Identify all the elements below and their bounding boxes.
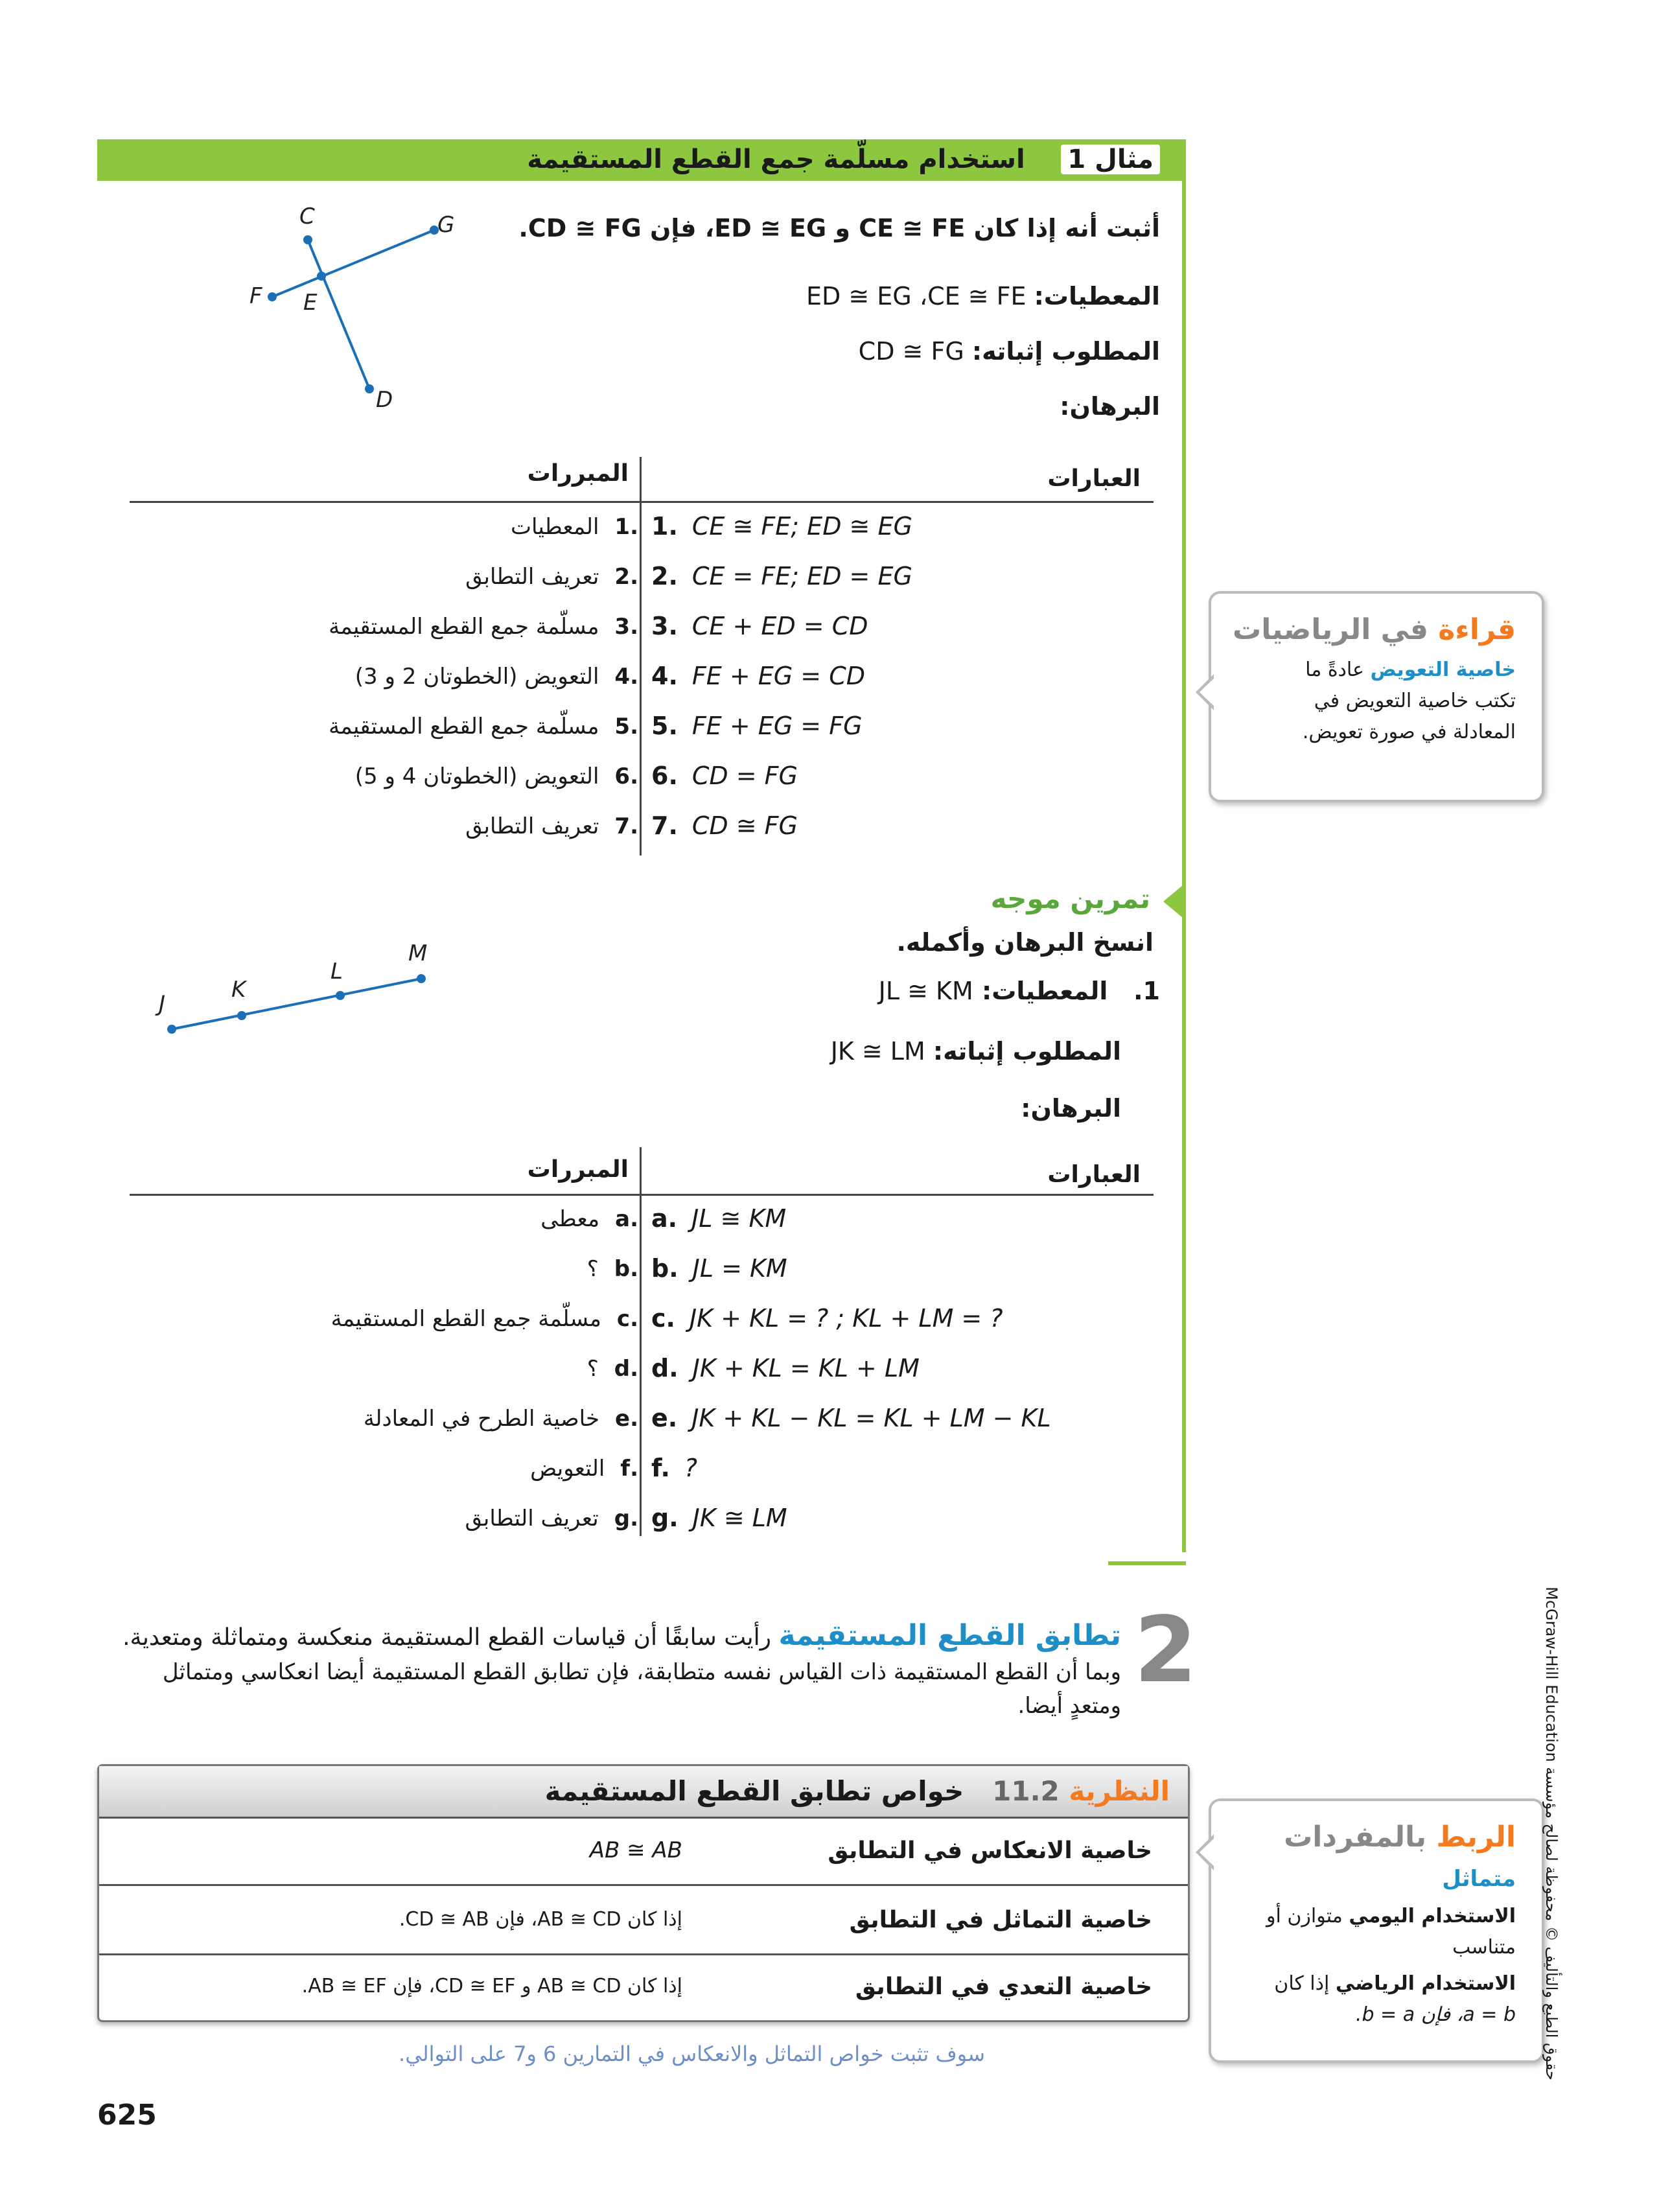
guided-row-reason xyxy=(331,1306,638,1332)
label-f: F xyxy=(249,283,262,309)
label-m: M xyxy=(408,940,428,966)
guided-row-reason-text: ؟ xyxy=(586,1256,599,1282)
section2-heading: تطابق القطع المستقيمة xyxy=(778,1619,1121,1652)
proof-row-statement-text: FE + EG = FG xyxy=(691,712,863,740)
guided-row-statement-text: JL = KM xyxy=(692,1254,787,1283)
vocab-math-line xyxy=(1274,1972,1516,1995)
example-label: مثال 1 xyxy=(1061,145,1160,174)
example-header-bar xyxy=(97,139,1186,181)
proof-row-reason-number: .3 xyxy=(614,614,638,640)
vocab-title-a: الربط xyxy=(1436,1821,1516,1854)
proof-row-reason xyxy=(329,714,638,739)
guided-row-reason xyxy=(540,1206,638,1232)
guided-row-statement xyxy=(651,1454,697,1482)
section2-line2: وبما أن القطع المستقيمة ذات القياس نفسه متطابقة، فإن تطابق القطع المستقيمة أيضا انعكاسي ومتماثل xyxy=(162,1659,1121,1685)
proof-row-statement xyxy=(651,562,912,590)
proof-row-statement xyxy=(651,712,863,740)
segment-figure-jklm xyxy=(149,927,447,1056)
guided-prove-label: المطلوب إثباته: xyxy=(933,1037,1121,1065)
proof-row-reason-text: التعويض (الخطوتان 4 و 5) xyxy=(354,763,599,789)
theorem-row-symmetric xyxy=(99,1886,1188,1955)
vocab-everyday-label: الاستخدام اليومي xyxy=(1349,1905,1516,1927)
guided-given-value: JL ≅ KM xyxy=(878,977,973,1005)
reading-term: خاصية التعويض xyxy=(1370,658,1516,681)
label-e: E xyxy=(303,290,318,316)
proof-row-reason-number: .1 xyxy=(614,514,638,540)
guided-row-statement-text: ? xyxy=(684,1454,698,1482)
proof-row-statement-text: CE ≅ FE; ED ≅ EG xyxy=(691,512,912,541)
proof-row-reason-text: التعويض (الخطوتان 2 و 3) xyxy=(354,664,599,690)
example-bottom-border xyxy=(1108,1561,1186,1565)
guided-row-statement xyxy=(651,1254,787,1283)
proof-row-reason xyxy=(465,564,638,590)
guided-row-statement-text: JK + KL = KL + LM xyxy=(692,1354,920,1382)
copyright-text: حقوق الطبع والتأليف © محفوظة لصالح مؤسسة McGraw-Hill Education xyxy=(1542,1587,1560,2080)
guided-row-reason-number: .c xyxy=(616,1306,638,1332)
guided-row-reason-number: .d xyxy=(614,1356,638,1382)
label-d: D xyxy=(376,387,393,413)
given-label: المعطيات: xyxy=(1034,282,1160,310)
section-number: 2 xyxy=(1134,1598,1198,1703)
proof-row-reason-number: .2 xyxy=(614,564,638,590)
section2-line3: ومتعدٍ أيضا. xyxy=(1017,1693,1121,1719)
guided-row-reason-text: التعويض xyxy=(530,1456,605,1482)
proof-row-reason xyxy=(355,664,638,690)
theorem-title: خواص تطابق القطع المستقيمة xyxy=(544,1775,964,1807)
theorem-header xyxy=(99,1766,1188,1819)
reading-box-pointer xyxy=(1196,674,1214,710)
guided-row-statement xyxy=(651,1354,920,1382)
guided-row-statement-text: JK + KL = ? ; KL + LM = ? xyxy=(689,1304,1003,1333)
proof-row-reason-number: .4 xyxy=(614,664,638,690)
guided-row-statement-number: d. xyxy=(651,1354,679,1382)
proof-row-reason xyxy=(355,763,638,789)
vocab-title xyxy=(1284,1821,1516,1854)
guided-proof-label: البرهان: xyxy=(1021,1094,1121,1123)
proof-row-reason-text: مسلّمة جمع القطع المستقيمة xyxy=(329,714,599,739)
theorem-row-statement: AB ≅ AB xyxy=(589,1837,682,1863)
guided-row-statement-text: JK + KL − KL = KL + LM − KL xyxy=(691,1404,1051,1432)
col-statements-header: العبارات xyxy=(1047,465,1141,492)
proof-row-reason-number: .6 xyxy=(614,763,638,789)
label-k: K xyxy=(231,977,246,1003)
reading-text-1: عادةً ما xyxy=(1305,658,1364,681)
proof-row-statement-number: 2. xyxy=(651,562,678,590)
theorem-row-name: خاصية الانعكاس في التطابق xyxy=(828,1837,1152,1864)
section2-line1 xyxy=(122,1619,1121,1652)
theorem-row-statement: إذا كان AB ≅ CD، فإن CD ≅ AB. xyxy=(399,1908,682,1931)
guided-row-statement xyxy=(651,1504,787,1532)
guided-row-reason-number: .b xyxy=(614,1256,638,1282)
guided-row-statement-text: JL ≅ KM xyxy=(691,1204,787,1233)
proof-row-statement xyxy=(651,811,798,840)
reading-line-1 xyxy=(1305,658,1516,681)
vocab-box-pointer xyxy=(1196,1834,1214,1870)
guided-row-statement-number: f. xyxy=(651,1454,670,1482)
proof-row-statement-number: 3. xyxy=(651,612,678,640)
proof-row-statement xyxy=(651,512,912,541)
guided-row-statement-number: e. xyxy=(651,1404,678,1432)
guided-row-statement-number: a. xyxy=(651,1204,678,1233)
proof-row-reason-number: .5 xyxy=(614,714,638,739)
theorem-heading xyxy=(545,1775,1170,1807)
theorem-row-reflexive xyxy=(99,1817,1188,1886)
col-reasons-header: المبررات xyxy=(527,460,629,487)
proof-label: البرهان: xyxy=(1060,392,1160,421)
proof-row-reason xyxy=(465,813,638,839)
theorem-row-statement: إذا كان AB ≅ CD و CD ≅ EF، فإن AB ≅ EF. xyxy=(301,1975,682,1997)
guided-row-statement xyxy=(651,1204,786,1233)
proof-row-statement-number: 4. xyxy=(651,662,678,690)
vocab-math-text-1: إذا كان xyxy=(1274,1972,1330,1995)
proof-row-statement-number: 6. xyxy=(651,762,678,790)
given-line xyxy=(806,282,1160,310)
reading-line-2: تكتب خاصية التعويض في xyxy=(1314,690,1516,712)
guided-row-reason-number: .a xyxy=(615,1206,638,1232)
guided-row-reason xyxy=(530,1456,638,1482)
guided-row-reason-number: .g xyxy=(614,1506,638,1531)
proof-row-statement-text: CD ≅ FG xyxy=(691,811,798,840)
guided-row-reason xyxy=(364,1406,638,1432)
vocab-word: متماثل xyxy=(1442,1866,1516,1892)
proof-row-statement-text: FE + EG = CD xyxy=(691,662,866,690)
example-header xyxy=(527,145,1160,174)
guided-row-reason-text: خاصية الطرح في المعادلة xyxy=(363,1406,600,1432)
guided-row-statement-text: JK ≅ LM xyxy=(692,1504,787,1532)
theorem-row-name: خاصية التعدي في التطابق xyxy=(855,1973,1152,2000)
vocab-box xyxy=(1209,1799,1544,2063)
label-j: J xyxy=(159,991,166,1017)
label-g: G xyxy=(437,212,455,238)
proof-row-statement xyxy=(651,612,868,640)
reading-title-a: قراءة xyxy=(1438,613,1516,646)
prove-value: CD ≅ FG xyxy=(858,337,964,366)
label-l: L xyxy=(331,959,343,984)
reading-title xyxy=(1233,613,1516,646)
guided-given-label: المعطيات: xyxy=(982,977,1108,1005)
vocab-math-text-2: a = b، فإن b = a. xyxy=(1355,2003,1516,2026)
proof-row-statement-number: 1. xyxy=(651,512,678,541)
guided-row-reason xyxy=(587,1256,638,1282)
vocab-everyday-line xyxy=(1266,1905,1516,1927)
example-right-border xyxy=(1182,139,1186,1552)
guided-row-statement xyxy=(651,1404,1051,1432)
guided-prove-value: JK ≅ LM xyxy=(830,1037,925,1065)
guided-row-statement-number: b. xyxy=(651,1254,679,1283)
theorem-row-transitive xyxy=(99,1955,1188,2023)
prove-label: المطلوب إثباته: xyxy=(971,337,1160,366)
guided-col-statements-header: العبارات xyxy=(1047,1161,1141,1188)
example-title: استخدام مسلّمة جمع القطع المستقيمة xyxy=(527,145,1025,174)
proof-table-vline xyxy=(640,457,642,856)
proof-row-statement-text: CE + ED = CD xyxy=(691,612,868,640)
guided-row-reason-number: .e xyxy=(615,1406,638,1432)
page-number: 625 xyxy=(97,2099,157,2132)
proof-row-reason-number: .7 xyxy=(614,813,638,839)
theorem-box xyxy=(97,1764,1190,2022)
guided-item-number: 1. xyxy=(1133,977,1160,1005)
guided-row-reason xyxy=(465,1506,639,1531)
copyright-strip xyxy=(1537,1581,1563,2080)
theorem-row-name: خاصية التماثل في التطابق xyxy=(849,1907,1152,1933)
example-prompt: أثبت أنه إذا كان CE ≅ FE و ED ≅ EG، فإن CD ≅ FG. xyxy=(518,214,1160,242)
vocab-math-label: الاستخدام الرياضي xyxy=(1335,1972,1516,1995)
proof-row-reason-text: تعريف التطابق xyxy=(465,564,599,590)
vocab-everyday-text-2: متناسب xyxy=(1452,1936,1516,1959)
guided-row-reason-text: تعريف التطابق xyxy=(465,1506,599,1531)
proof-row-statement xyxy=(651,762,798,790)
guided-row-statement-number: g. xyxy=(651,1504,679,1532)
guided-marker-icon xyxy=(1163,885,1183,918)
prove-line xyxy=(859,337,1160,366)
segment-figure-cdfg xyxy=(240,201,473,415)
proof-row-reason xyxy=(511,514,638,540)
reading-line-3: المعادلة في صورة تعويض. xyxy=(1302,721,1516,743)
proof-row-reason-text: تعريف التطابق xyxy=(465,813,599,839)
guided-row-reason-text: معطى xyxy=(540,1206,600,1232)
proof-row-statement-text: CD = FG xyxy=(691,762,798,790)
proof-row-reason-text: المعطيات xyxy=(511,514,599,540)
proof-row-statement-text: CE = FE; ED = EG xyxy=(691,562,912,590)
given-value: ED ≅ EG ،CE ≅ FE xyxy=(806,282,1027,310)
guided-col-reasons-header: المبررات xyxy=(527,1156,629,1183)
guided-row-reason xyxy=(587,1356,638,1382)
reading-title-b: في الرياضيات xyxy=(1233,613,1428,646)
guided-title: تمرين موجه xyxy=(990,883,1150,914)
theorem-note: سوف تثبت خواص التماثل والانعكاس في التمارين 6 و7 على التوالي. xyxy=(399,2042,985,2066)
proof-table-hline xyxy=(130,501,1154,503)
guided-table-hline xyxy=(130,1194,1154,1196)
guided-row-reason-text: مسلّمة جمع القطع المستقيمة xyxy=(331,1306,601,1332)
proof-row-reason xyxy=(329,614,638,640)
guided-row-statement xyxy=(651,1304,1003,1333)
vocab-everyday-text-1: متوازن أو xyxy=(1266,1905,1343,1927)
guided-row-reason-number: .f xyxy=(620,1456,638,1482)
section2-text-1: رأيت سابقًا أن قياسات القطع المستقيمة منعكسة ومتماثلة ومتعدية. xyxy=(122,1624,771,1651)
guided-row-reason-text: ؟ xyxy=(586,1356,599,1382)
theorem-number: 11.2 xyxy=(992,1775,1060,1807)
guided-table-vline xyxy=(640,1147,642,1536)
proof-row-reason-text: مسلّمة جمع القطع المستقيمة xyxy=(329,614,599,640)
proof-row-statement-number: 7. xyxy=(651,811,678,840)
proof-row-statement xyxy=(651,662,865,690)
theorem-label: النظرية xyxy=(1069,1775,1170,1807)
guided-given-line xyxy=(879,977,1160,1005)
proof-row-statement-number: 5. xyxy=(651,712,678,740)
vocab-title-b: بالمفردات xyxy=(1284,1821,1427,1854)
guided-instruction: انسخ البرهان وأكمله. xyxy=(896,928,1154,957)
guided-row-statement-number: c. xyxy=(651,1304,675,1333)
guided-prove-line xyxy=(831,1037,1121,1065)
reading-math-box xyxy=(1209,591,1544,802)
label-c: C xyxy=(299,204,315,229)
